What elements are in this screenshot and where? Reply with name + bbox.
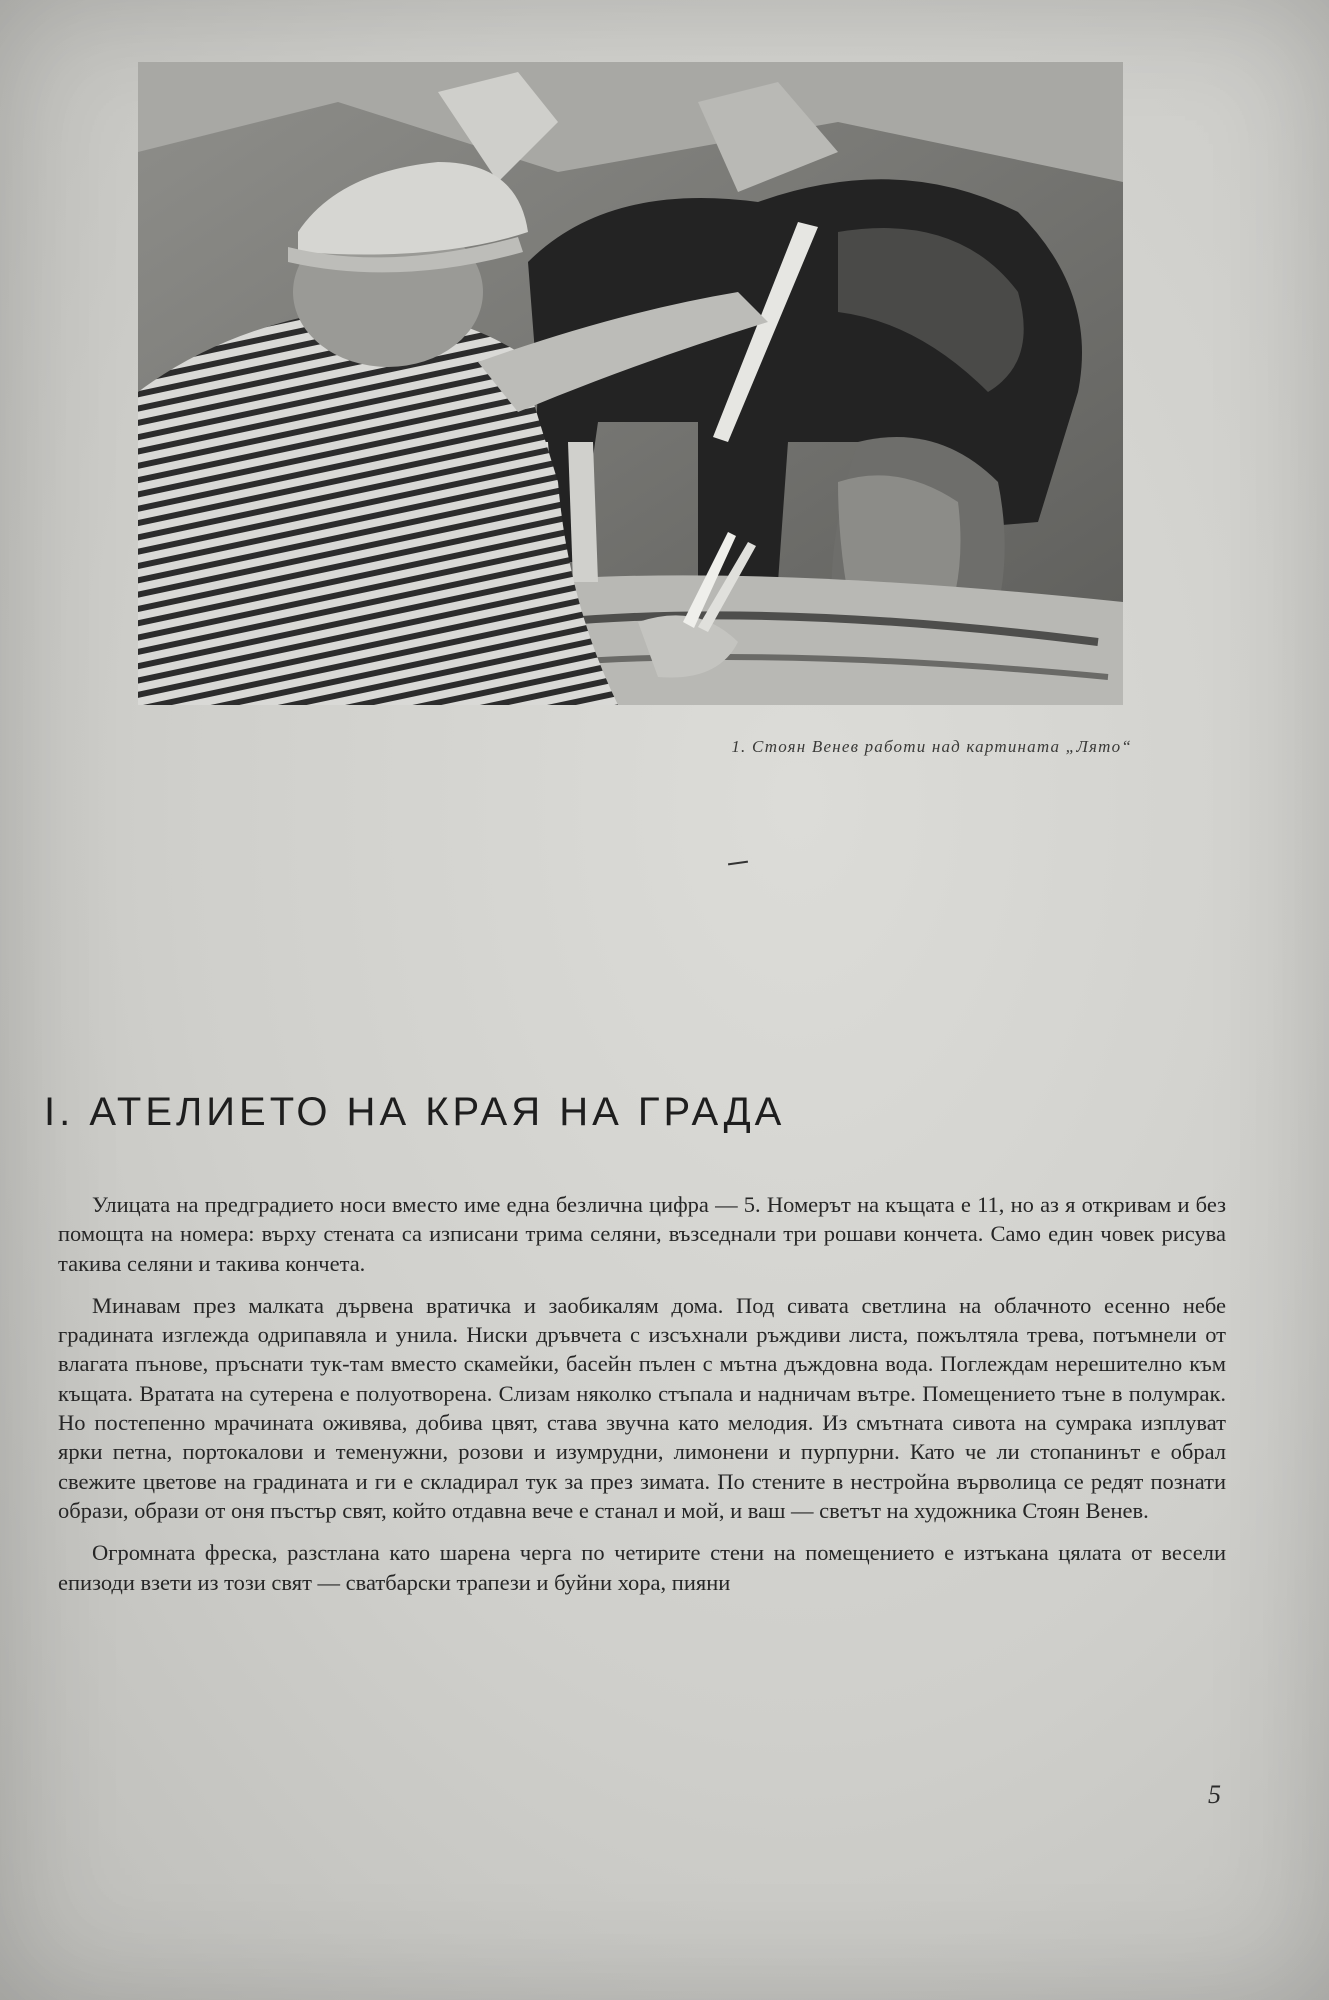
artist-painting-photo [138, 62, 1123, 705]
print-mark [728, 861, 748, 866]
chapter-title: I. АТЕЛИЕТО НА КРАЯ НА ГРАДА [44, 1090, 786, 1134]
photo-illustration [138, 62, 1123, 705]
photo-caption: 1. Стоян Венев работи над картината „Лято“ [731, 737, 1132, 756]
paragraph: Улицата на предградието носи вместо име една безлична цифра — 5. Номерът на къщата е 11, но аз я откривам и без помощта на номера: върху стената са изписани трима селяни, възседнали три рошави кончета. Само един човек рисува такива селяни и такива кончета. [58, 1192, 1226, 1276]
page-number: 5 [1208, 1780, 1221, 1809]
paragraph: Огромната фреска, разстлана като шарена черга по четирите стени на помещението е изтъкана цялата от весели епизоди взети из този свят — сватбарски трапези и буйни хора, пияни [58, 1540, 1226, 1595]
paragraph: Минавам през малката дървена вратичка и заобикалям дома. Под сивата светлина на облачното есенно небе градината изглежда одрипавяла и унила. Ниски дръвчета с изсъхнали ръждиви листа, пожълтяла трева, потъмнели от влагата пънове, пръснати тук-там вместо скамейки, басейн пълен с мътна дъждовна вода. Поглеждам нерешително към къщата. Вратата на сутерена е полуотворена. Слизам няколко стъпала и надничам вътре. Помещението тъне в полумрак. Но постепенно мрачината оживява, добива цвят, става звучна като мелодия. Из смътната сивота на сумрака изплуват ярки петна, портокалови и теменужни, розови и изумрудни, лимонени и пурпурни. Като че ли стопанинът е обрал свежите цветове на градината и ги е складирал тук за през зимата. По стените в нестройна върволица се редят познати образи, образи от оня пъстър свят, който отдавна вече е станал и мой, и ваш — светът на художника Стоян Венев. [58, 1292, 1226, 1523]
chapter-body [58, 1190, 1226, 1610]
